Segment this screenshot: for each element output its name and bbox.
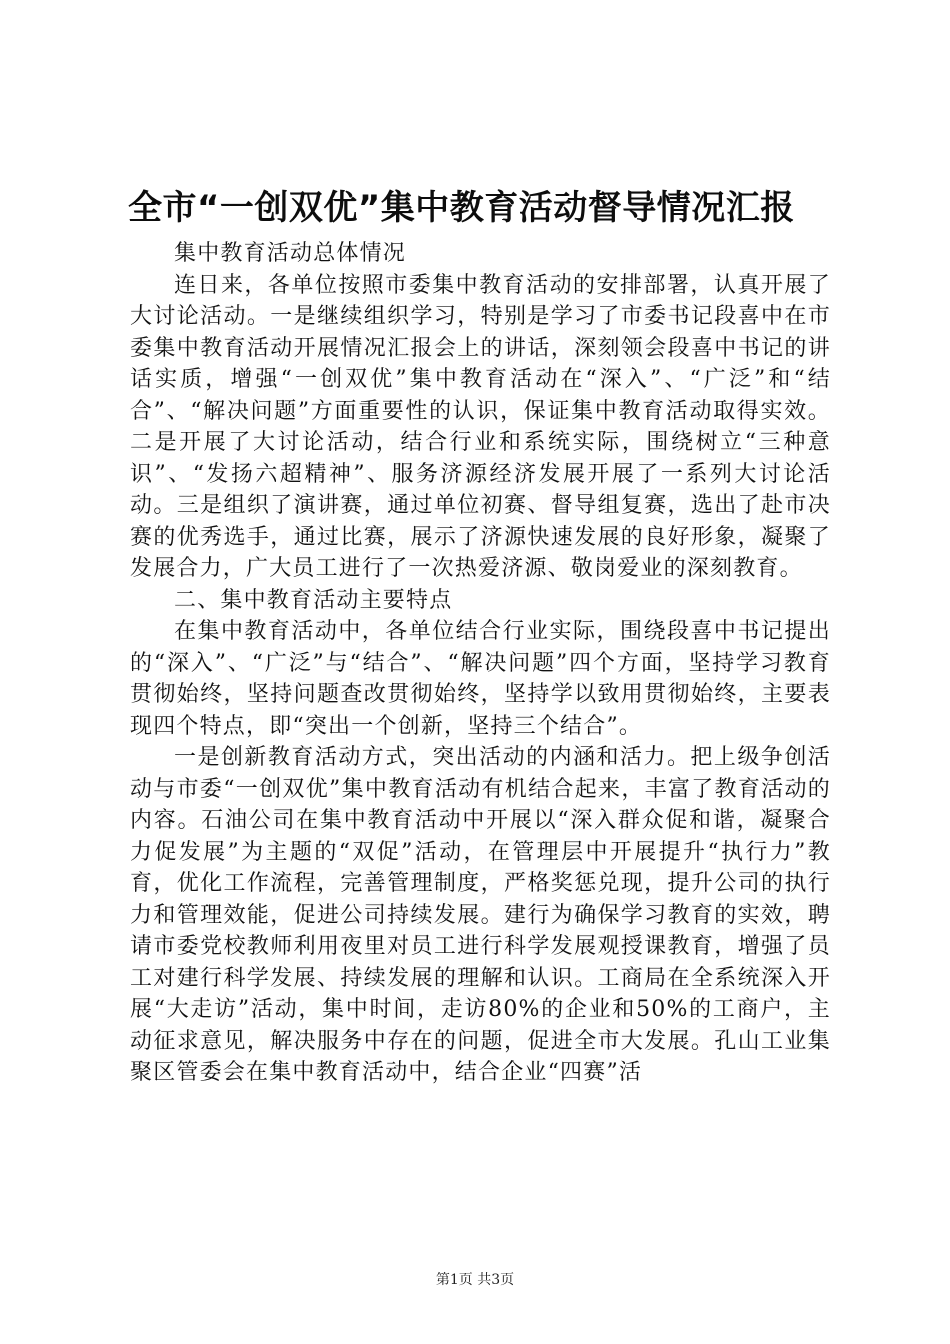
body-paragraph: 在集中教育活动中，各单位结合行业实际，围绕段喜中书记提出的“深入”、“广泛”与“结合”、“解决问题”四个方面，坚持学习教育贯彻始终，坚持问题查改贯彻始终，坚持学以致用贯彻始终，主要表现四个特点，即“突出一个创新，坚持三个结合”。 — [130, 619, 831, 739]
section-heading: 集中教育活动总体情况 — [174, 241, 407, 266]
section-heading: 二、集中教育活动主要特点 — [174, 587, 453, 613]
body-paragraph: 连日来，各单位按照市委集中教育活动的安排部署，认真开展了大讨论活动。一是继续组织学习，特别是学习了市委书记段喜中在市委集中教育活动开展情况汇报会上的讲话，深刻领会段喜中书记的讲话实质，增强“一创双优”集中教育活动在“深入”、“广泛”和“结合”、“解决问题”方面重要性的认识，保证集中教育活动取得实效。二是开展了大讨论活动，结合行业和系统实际，围绕树立“三种意识”、“发扬六超精神”、服务济源经济发展开展了一系列大讨论活动。三是组织了演讲赛，通过单位初赛、督导组复赛，选出了赴市决赛的优秀选手，通过比赛，展示了济源快速发展的良好形象，凝聚了发展合力，广大员工进行了一次热爱济源、敬岗爱业的深刻教育。 — [130, 272, 831, 581]
document-title: 全市“一创双优”集中教育活动督导情况汇报 — [128, 188, 795, 228]
page-number-footer: 第1页 共3页 — [435, 1272, 515, 1288]
body-paragraph: 一是创新教育活动方式，突出活动的内涵和活力。把上级争创活动与市委“一创双优”集中教育活动有机结合起来，丰富了教育活动的内容。石油公司在集中教育活动中开展以“深入群众促和谐，凝聚合力促发展”为主题的“双促”活动，在管理层中开展提升“执行力”教育，优化工作流程，完善管理制度，严格奖惩兑现，提升公司的执行力和管理效能，促进公司持续发展。建行为确保学习教育的实效，聘请市委党校教师利用夜里对员工进行科学发展观授课教育，增强了员工对建行科学发展、持续发展的理解和认识。工商局在全系统深入开展“大走访”活动，集中时间，走访80%的企业和50%的工商户，主动征求意见，解决服务中存在的问题，促进全市大发展。孔山工业集聚区管委会在集中教育活动中，结合企业“四赛”活 — [130, 745, 831, 1085]
document-body — [130, 238, 831, 1089]
